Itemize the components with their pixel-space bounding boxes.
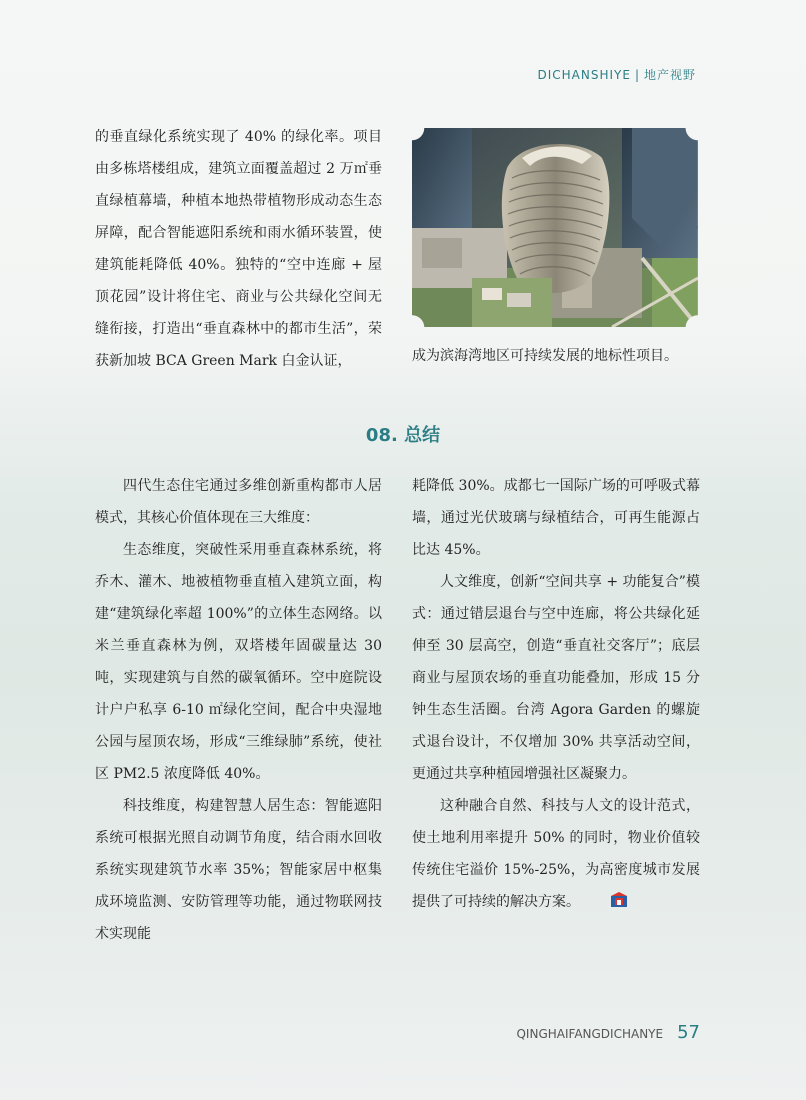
article-paragraph: 四代生态住宅通过多维创新重构都市人居模式，其核心价值体现在三大维度： (95, 478, 382, 526)
header-section-cn: 地产视野 (643, 68, 696, 82)
page-header (537, 66, 696, 83)
closing-paragraph-text: 这种融合自然、科技与人文的设计范式，使土地利用率提升 50% 的同时，物业价值较传统住宅溢价 15%-25%，为高密度城市发展提供了可持续的解决方案。 (412, 798, 700, 910)
section-title: 08. 总结 (365, 425, 441, 446)
article-paragraph: 的垂直绿化系统实现了 40% 的绿化率。项目由多栋塔楼组成，建筑立面覆盖超过 2 万㎡垂直绿植幕墙，种植本地热带植物形成动态生态屏障，配合智能遮阳系统和雨水循环装置，使建筑能耗降低 40%。独特的“空中连廊 + 屋顶花园”设计将住宅、商业与公共绿化空间无缝衔接，打造出“垂直森林中的都市生活”，荣获新加坡 BCA Green Mark 白金认证， (95, 129, 382, 369)
aerial-building-photo (412, 128, 698, 327)
article-paragraph: 耗降低 30%。成都七一国际广场的可呼吸式幕墙，通过光伏玻璃与绿植结合，可再生能源占比达 45%。 (412, 478, 700, 558)
article-column-right (412, 470, 700, 918)
article-column-top-right (412, 340, 700, 372)
article-paragraph: 生态维度，突破性采用垂直森林系统，将乔木、灌木、地被植物垂直植入建筑立面，构建“建筑绿化率超 100%”的立体生态网络。以米兰垂直森林为例，双塔楼年固碳量达 30 吨，实现建筑与自然的碳氧循环。空中庭院设计户户私享 6-10 ㎡绿化空间，配合中央湿地公园与屋顶农场，形成“三维绿肺”系统，使社区 PM2.5 浓度降低 40%。 (95, 542, 382, 782)
publication-name: QINGHAIFANGDICHANYE (516, 1027, 664, 1041)
page-number: 57 (677, 1022, 700, 1043)
article-paragraph (412, 790, 700, 918)
page-footer (516, 1022, 700, 1043)
magazine-logo-icon (582, 888, 600, 904)
article-paragraph: 人文维度，创新“空间共享 + 功能复合”模式：通过错层退台与空中连廊，将公共绿化延伸至 30 层高空，创造“垂直社交客厅”；底层商业与屋顶农场的垂直功能叠加，形成 15 分钟生态生活圈。台湾 Agora Garden 的螺旋式退台设计，不仅增加 30% 共享活动空间，更通过共享种植园增强社区凝聚力。 (412, 574, 700, 782)
header-section-en: DICHANSHIYE (537, 68, 631, 82)
header-separator: | (634, 68, 640, 82)
article-column-left (95, 470, 382, 950)
article-column-top-left (95, 121, 382, 377)
article-paragraph: 成为滨海湾地区可持续发展的地标性项目。 (412, 348, 678, 364)
aerial-photo-illustration (412, 128, 698, 327)
article-paragraph: 科技维度，构建智慧人居生态：智能遮阳系统可根据光照自动调节角度，结合雨水回收系统实现建筑节水率 35%；智能家居中枢集成环境监测、安防管理等功能，通过物联网技术实现能 (95, 798, 382, 942)
